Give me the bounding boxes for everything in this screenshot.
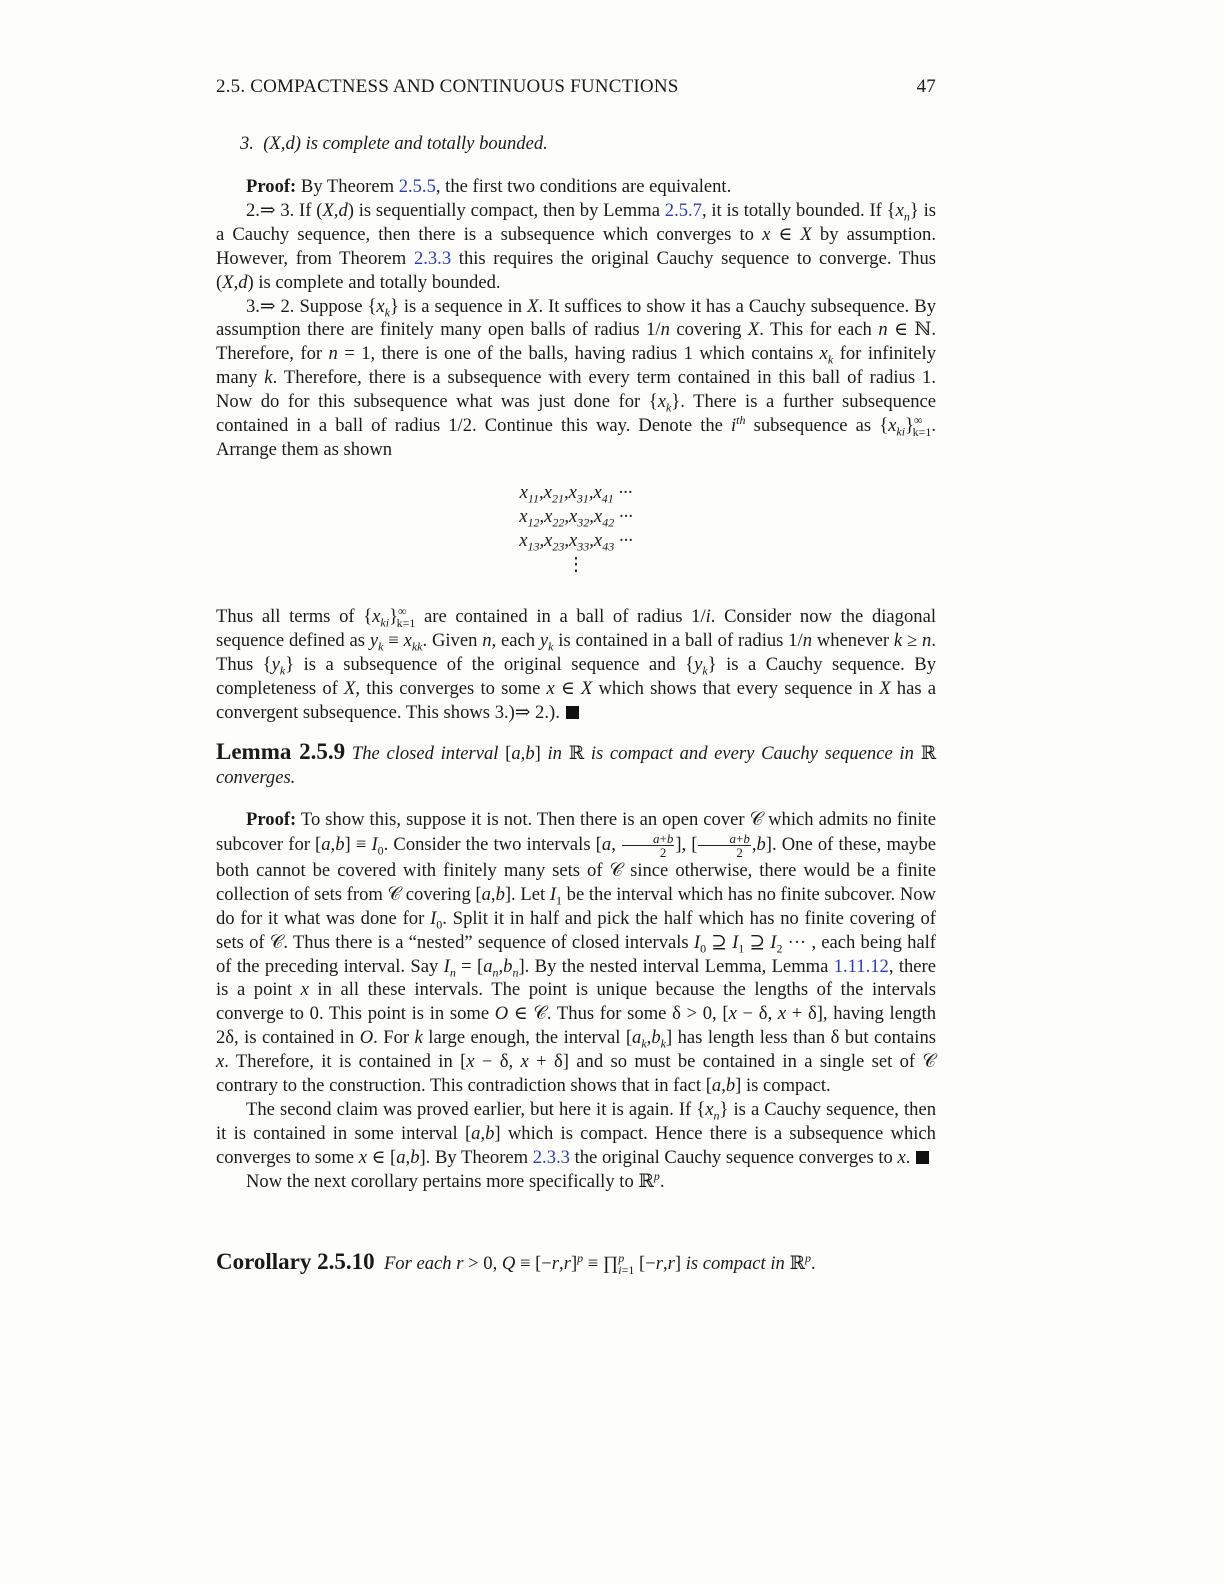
- section-title: 2.5. COMPACTNESS AND CONTINUOUS FUNCTIONS: [216, 76, 679, 97]
- link-theorem-2-5-5[interactable]: 2.5.5: [398, 176, 436, 197]
- corollary-label: Corollary 2.5.10: [216, 1249, 375, 1274]
- page-number: 47: [916, 76, 936, 97]
- link-theorem-2-3-3-b[interactable]: 2.3.3: [532, 1146, 570, 1168]
- corollary-2-5-10: Corollary 2.5.10 For each r > 0, $Q \equiv [-r,r]^p$ ≡ ∏$^p_{i=1}$ [−r,r] is compact in ℝ$^p$.: [216, 1249, 816, 1277]
- link-theorem-2-3-3[interactable]: 2.3.3: [413, 247, 452, 269]
- link-lemma-1-11-12[interactable]: 1.11.12: [833, 955, 889, 977]
- proof-label: Proof:: [246, 176, 297, 197]
- proof-paragraph-2: Thus all terms of $\{x_{ki}\}^\infty_{k=1}$ are contained in a ball of radius 1/i. Consider now the diagonal sequence defined as $y_k \equiv x_{kk}$. Given n, each $y_k$ is contained in a ball of radius 1/n whenever k ≥ n. Thus $\{y_k\}$ is a subsequence of the original sequence and $\{y_k\}$ is a Cauchy sequence. By completeness of X, this converges to some x ∈ X which shows that every sequence in X has a convergent subsequence. This shows 3.)⇒ 2.).: [216, 603, 936, 723]
- array-vertical-dots: ⋮: [566, 553, 586, 575]
- item-3: 3. (X,d) is complete and totally bounded.: [240, 133, 548, 154]
- array-row-1: $x_{11},x_{21},x_{31},x_{41}$ ···: [519, 482, 633, 506]
- subsequence-array: [216, 481, 936, 577]
- link-lemma-2-5-7[interactable]: 2.5.7: [664, 199, 702, 221]
- running-header: [216, 76, 936, 98]
- qed-square: [566, 706, 579, 719]
- lemma-proof: Proof: To show this, suppose it is not. Then there is an open cover 𝒞 which admits no finite subcover for $[a,b] \equiv I_0$. Consider the two intervals [a, $\frac{a+b}{2}$ ], [ $\frac{a+b}{2}$ ,b]. One of these, maybe both cannot be covered with finitely many sets of 𝒞 since otherwise, there would be a finite collection of sets from 𝒞 covering [a,b]. Let $I_1$ be the interval which has no finite subcover. Now do for it what was done for $I_0$. Split it in half and pick the half which has no finite covering of sets of 𝒞. Thus there is a “nested” sequence of closed intervals $I_0$ ⊇ $I_1$ ⊇ $I_2$ ··· , each being half of the preceding interval. Say $I_n = [a_n,b_n]$. By the nested interval Lemma, Lemma 1.11.12, there is a point x in all these intervals. The point is unique because the lengths of the intervals converge to 0. This point is in some O ∈ 𝒞. Thus for some δ > 0, [x − δ, x + δ], having length 2δ, is contained in O. For k large enough, the interval $[a_k,b_k]$ has length less than δ but contains x. Therefore, it is contained in [x − δ, x + δ] and so must be contained in a single set of 𝒞 contrary to the construction. This contradiction shows that in fact [a,b] is compact. The second claim was proved earlier, but here it is again. If $\{x_n\}$ is a Cauchy sequence, then it is contained in some interval [a,b] which is compact. Hence there is a subsequence which converges to some x ∈ [a,b]. By Theorem 2.3.3 the original Cauchy sequence converges to x. Now the next corollary pertains more specifically to ℝ$^p$.: [216, 809, 937, 1192]
- proof-label-2: Proof:: [246, 809, 297, 830]
- array-row-3: $x_{13},x_{23},x_{33},x_{43}$ ···: [519, 529, 633, 554]
- array-row-2: $x_{12},x_{22},x_{32},x_{42}$ ···: [519, 505, 633, 530]
- lemma-label: Lemma 2.5.9: [216, 739, 346, 764]
- lemma-2-5-9: Lemma 2.5.9 The closed interval [a,b] in ℝ is compact and every Cauchy sequence in ℝ converges.: [216, 739, 937, 788]
- proof-paragraph-1: Proof: By Theorem 2.5.5, the first two conditions are equivalent. 2.⇒ 3. If (X,d) is sequentially compact, then by Lemma 2.5.7, it is totally bounded. If $\{x_n\}$ is a Cauchy sequence, then there is a subsequence which converges to x ∈ X by assumption. However, from Theorem 2.3.3 this requires the original Cauchy sequence to converge. Thus (X,d) is complete and totally bounded. 3.⇒ 2. Suppose $\{x_k\}$ is a sequence in X. It suffices to show it has a Cauchy subsequence. By assumption there are finitely many open balls of radius 1/n covering X. This for each n ∈ ℕ. Therefore, for n = 1, there is one of the balls, having radius 1 which contains $x_k$ for infinitely many k. Therefore, there is a subsequence with every term contained in this ball of radius 1. Now do for this subsequence what was just done for $\{x_k\}$. There is a further subsequence contained in a ball of radius 1/2. Continue this way. Denote the $i^{th}$ subsequence as $\{x_{ki}\}^\infty_{k=1}$. Arrange them as shown: [216, 176, 937, 460]
- qed-square-2: [916, 1151, 929, 1164]
